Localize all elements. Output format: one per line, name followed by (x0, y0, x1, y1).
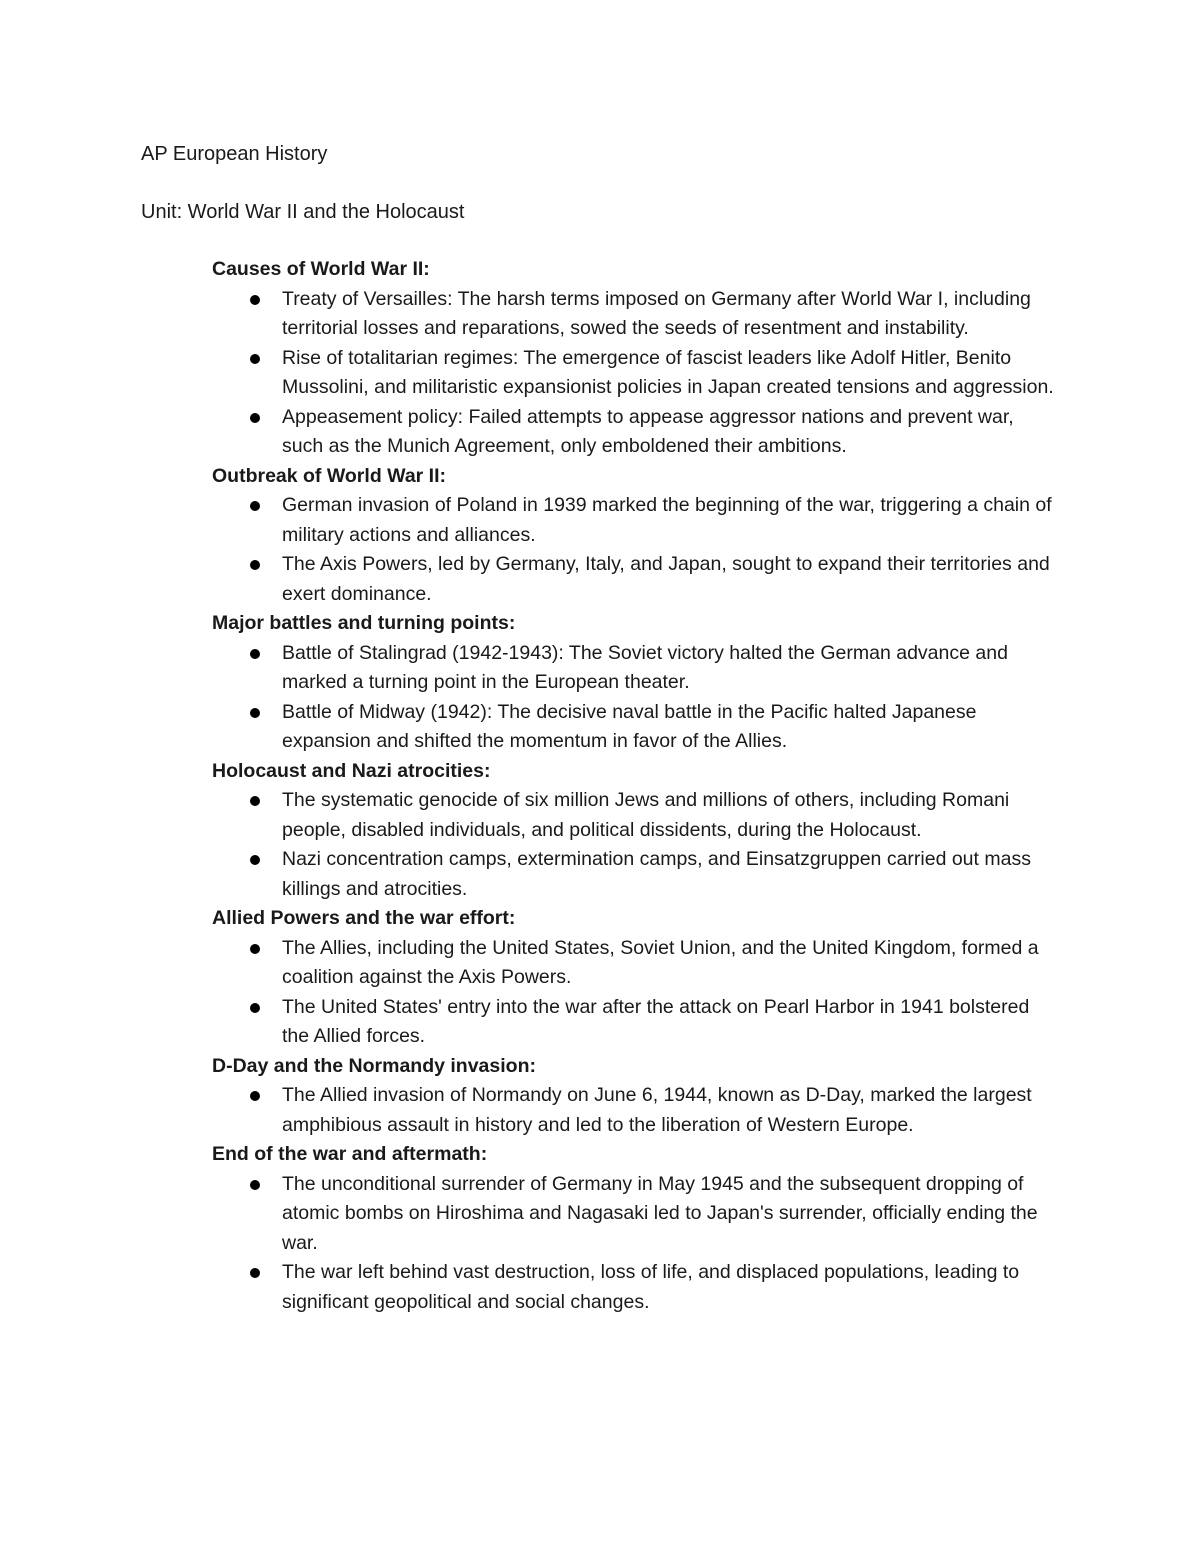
list-item-text: The systematic genocide of six million Jews and millions of others, including Romani people, disabled individuals, and political dissidents, during the Holocaust. (282, 789, 1010, 841)
list-item (212, 698, 1057, 757)
list-item (212, 934, 1057, 993)
list-item (212, 403, 1057, 462)
bullet-list (212, 639, 1072, 757)
section (212, 462, 1072, 610)
list-item-text: Battle of Midway (1942): The decisive naval battle in the Pacific halted Japanese expansion and shifted the momentum in favor of the Allies. (282, 700, 977, 752)
bullet-list (212, 786, 1072, 904)
section-heading: Holocaust and Nazi atrocities: (212, 759, 491, 782)
section (212, 609, 1072, 757)
section-heading: Outbreak of World War II: (212, 464, 447, 487)
bullet-list (212, 1081, 1072, 1140)
bullet-list (212, 285, 1072, 462)
list-item (212, 993, 1057, 1052)
section (212, 1140, 1072, 1317)
list-item-text: The United States' entry into the war after the attack on Pearl Harbor in 1941 bolstered the Allied forces. (282, 995, 1030, 1047)
sections-container (212, 255, 1072, 1317)
list-item (212, 1170, 1057, 1259)
list-item (212, 285, 1057, 344)
section-heading: Causes of World War II: (212, 258, 430, 280)
bullet-icon (250, 1180, 260, 1190)
list-item-text: The Axis Powers, led by Germany, Italy, and Japan, sought to expand their territories and exert dominance. (282, 553, 1050, 605)
bullet-icon (250, 501, 260, 511)
bullet-icon (250, 708, 260, 718)
section (212, 904, 1072, 1052)
bullet-list (212, 934, 1072, 1052)
list-item (212, 550, 1057, 609)
bullet-icon (250, 796, 260, 806)
bullet-icon (250, 413, 260, 423)
bullet-icon (250, 1003, 260, 1013)
course-title: AP European History (141, 143, 328, 165)
list-item-text: Appeasement policy: Failed attempts to appease aggressor nations and prevent war, such as the Munich Agreement, only emboldened their ambitions. (282, 405, 1014, 457)
list-item-text: The Allies, including the United States, Soviet Union, and the United Kingdom, formed a coalition against the Axis Powers. (282, 936, 1039, 988)
list-item (212, 491, 1057, 550)
section-heading: Major battles and turning points: (212, 612, 516, 634)
bullet-icon (250, 855, 260, 865)
list-item-text: Battle of Stalingrad (1942-1943): The Soviet victory halted the German advance and marked a turning point in the European theater. (282, 641, 1008, 693)
bullet-icon (250, 649, 260, 659)
unit-title: Unit: World War II and the Holocaust (141, 201, 465, 223)
bullet-list (212, 491, 1072, 609)
list-item-text: The Allied invasion of Normandy on June 6, 1944, known as D-Day, marked the largest amphibious assault in history and led to the liberation of Western Europe. (282, 1084, 1032, 1136)
list-item (212, 845, 1057, 904)
list-item (212, 1081, 1057, 1140)
list-item (212, 786, 1057, 845)
list-item-text: Nazi concentration camps, extermination camps, and Einsatzgruppen carried out mass killings and atrocities. (282, 848, 1031, 900)
list-item-text: Rise of totalitarian regimes: The emergence of fascist leaders like Adolf Hitler, Benito Mussolini, and militaristic expansionist policies in Japan created tensions and aggression. (282, 346, 1054, 398)
list-item-text: German invasion of Poland in 1939 marked the beginning of the war, triggering a chain of military actions and alliances. (282, 494, 1052, 546)
section-heading: End of the war and aftermath: (212, 1143, 488, 1165)
list-item-text: The war left behind vast destruction, loss of life, and displaced populations, leading to significant geopolitical and social changes. (282, 1261, 1020, 1313)
bullet-icon (250, 944, 260, 954)
section (212, 255, 1072, 462)
list-item-text: The unconditional surrender of Germany in May 1945 and the subsequent dropping of atomic bombs on Hiroshima and Nagasaki led to Japan's surrender, officially ending the war. (282, 1172, 1038, 1254)
bullet-icon (250, 354, 260, 364)
bullet-icon (250, 295, 260, 305)
list-item (212, 344, 1057, 403)
bullet-list (212, 1170, 1072, 1318)
section-heading: Allied Powers and the war effort: (212, 907, 516, 929)
bullet-icon (250, 560, 260, 570)
section (212, 1052, 1072, 1141)
section-heading: D-Day and the Normandy invasion: (212, 1054, 536, 1077)
bullet-icon (250, 1091, 260, 1101)
list-item (212, 1258, 1057, 1317)
bullet-icon (250, 1268, 260, 1278)
list-item (212, 639, 1057, 698)
list-item-text: Treaty of Versailles: The harsh terms imposed on Germany after World War I, including territorial losses and reparations, sowed the seeds of resentment and instability. (282, 287, 1031, 339)
section (212, 757, 1072, 905)
